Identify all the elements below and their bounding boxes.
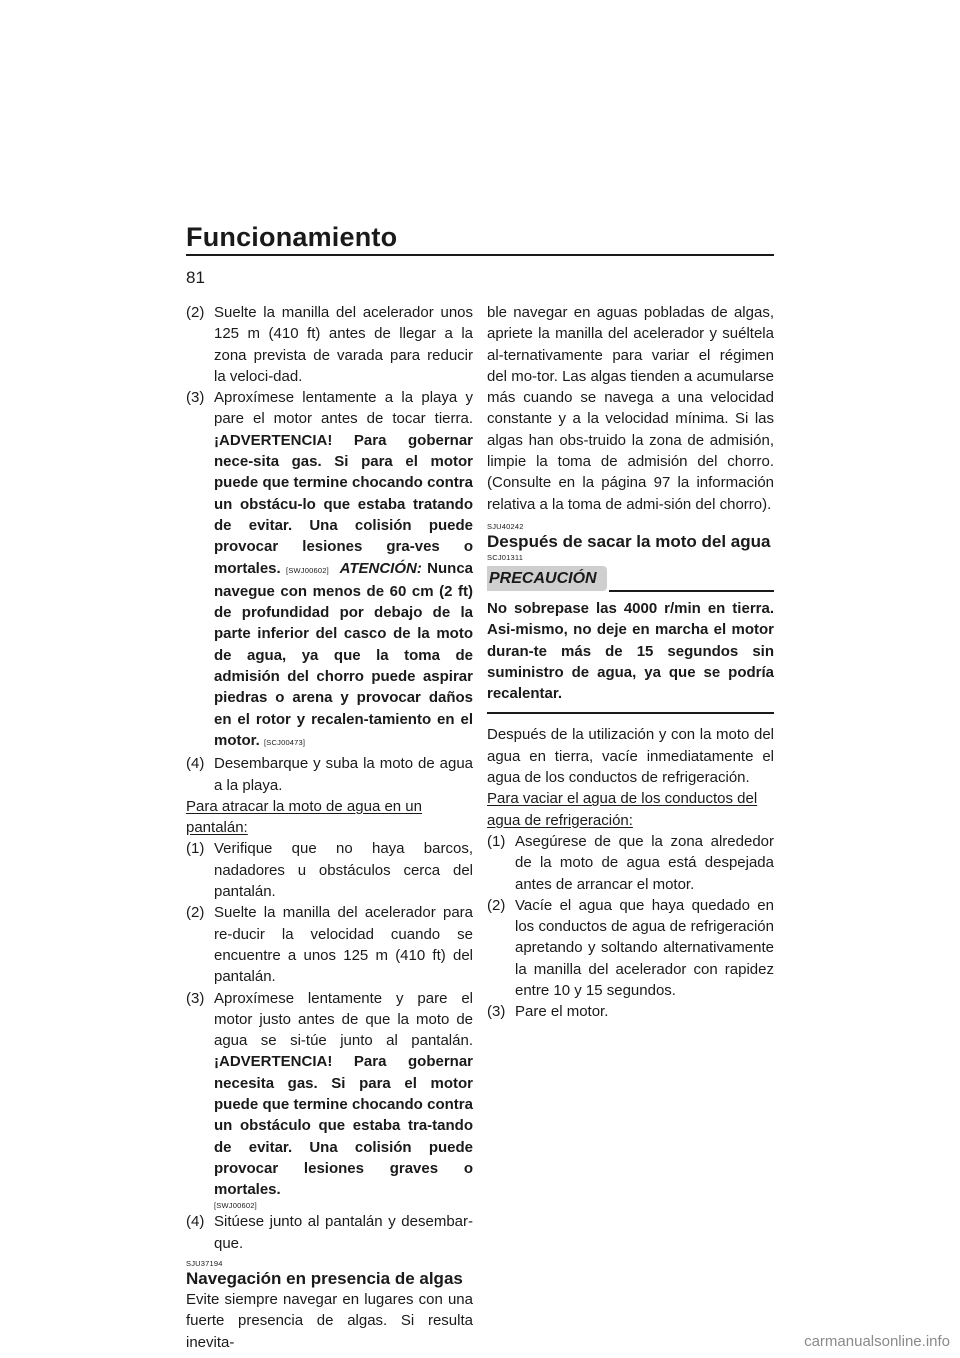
caution-label: PRECAUCIÓN — [487, 566, 607, 591]
list-item: (3) Aproxímese lentamente a la playa y pare el motor antes de tocar tierra. ¡ADVERTENCIA! Para gobernar nece-sita gas. Si para el motor puede que termine chocando contra un obstácu-lo que estaba tratando de evitar. Una colisión puede provocar lesiones gra-ves o mortales. [SWJ00602] ATENCIÓN: Nunca navegue con menos de 60 cm (2 ft) de profundidad por debajo de la parte inferior del casco de la moto de agua, ya que la toma de admisión del chorro puede aspirar piedras o arena y provocar daños en el rotor y recalen-tamiento en el motor. [SCJ00473] — [186, 389, 473, 749]
list-item: (4) Desembarque y suba la moto de agua a la playa. — [186, 755, 473, 794]
caution-header — [487, 566, 774, 592]
section-heading: Después de sacar la moto del agua — [487, 531, 771, 551]
watermark: carmanualsonline.info — [804, 1333, 950, 1350]
notice-label: ATENCIÓN: — [339, 559, 422, 577]
caution-rule — [609, 590, 774, 592]
list-item: (4) Sitúese junto al pantalán y desembar-que. — [186, 1213, 473, 1252]
list-item: (1) Verifique que no haya barcos, nadadores u obstáculos cerca del pantalán. — [186, 840, 473, 901]
drain-subheading: Para vaciar el agua de los conductos del agua de refrigeración: — [487, 790, 758, 829]
warning-text: ¡ADVERTENCIA! Para gobernar necesita gas. Si para el motor puede que termine chocando contra un obstáculo que estaba tra-tando de evitar. Una colisión puede provocar lesiones graves o mortales. — [214, 1053, 473, 1199]
warning-code: [SWJ00602] — [214, 1201, 257, 1211]
list-item: (2) Vacíe el agua que haya quedado en los conductos de agua de refrigeración apretando y soltando alternativamente la manilla del acelerador con rapidez entre 10 y 15 segundos. — [487, 896, 774, 1000]
warning-text: ¡ADVERTENCIA! Para gobernar nece-sita gas. Si para el motor puede que termine chocando contra un obstácu-lo que estaba tratando de evitar. Una colisión puede provocar lesiones gra-ves o mortales. — [214, 431, 473, 577]
caution-text: No sobrepase las 4000 r/min en tierra. Asi-mismo, no deje en marcha el motor duran-te más de 15 segundos sin suministro de agua, ya que se podría recalentar. — [487, 598, 774, 714]
list-item: (3) Aproxímese lentamente y pare el motor justo antes de que la moto de agua se si-túe junto al pantalán. ¡ADVERTENCIA! Para gobernar necesita gas. Si para el motor puede que termine chocando contra un obstáculo que estaba tra-tando de evitar. Una colisión puede provocar lesiones graves o mortales. — [186, 989, 473, 1199]
page-number: 81 — [186, 268, 205, 287]
caution-code: SCJ01311 — [487, 552, 524, 562]
paragraph: Evite siempre navegar en lugares con una fuerte presencia de algas. Si resulta inevita- — [186, 1291, 473, 1351]
right-column — [487, 302, 774, 1023]
list-item: (3) Pare el motor. — [487, 1003, 609, 1021]
warning-code: [SWJ00602] — [286, 565, 329, 575]
title-divider — [186, 254, 774, 256]
list-item: (1) Asegúrese de que la zona alrededor de la moto de agua está despejada antes de arrancar el motor. — [487, 832, 774, 893]
page-title: Funcionamiento — [186, 222, 398, 252]
paragraph: ble navegar en aguas pobladas de algas, apriete la manilla del acelerador y suéltela al-ternativamente para variar el régimen del mo-tor. Las algas tienden a acumularse más cuando se navega a una velocidad constante y a la velocidad mínima. Si las algas han obs-truido la zona de admisión, limpie la toma de admisión del chorro. (Consulte en la página 97 la información relativa a la toma de admi-sión del chorro). — [487, 304, 774, 513]
notice-text: Nunca navegue con menos de 60 cm (2 ft) de profundidad por debajo de la parte inferior del casco de la moto de agua, ya que la toma de admisión del chorro puede aspirar piedras o arena y provocar daños en el rotor y recalen-tamiento en el motor. — [214, 559, 473, 749]
list-item: (2) Suelte la manilla del acelerador unos 125 m (410 ft) antes de llegar a la zona prevista de varada para reducir la veloci-dad. — [186, 304, 473, 385]
left-column — [186, 302, 473, 1353]
section-code: SJU37194 — [186, 1259, 223, 1269]
list-item: (2) Suelte la manilla del acelerador para re-ducir la velocidad cuando se encuentre a unos 125 m (410 ft) del pantalán. — [186, 904, 473, 986]
section-code: SJU40242 — [487, 521, 524, 531]
dock-subheading: Para atracar la moto de agua en un pantalán: — [186, 797, 422, 837]
notice-code: [SCJ00473] — [264, 737, 306, 747]
paragraph: Después de la utilización y con la moto del agua en tierra, vacíe inmediatamente el agua de los conductos de refrigeración. — [487, 726, 774, 787]
section-heading: Navegación en presencia de algas — [186, 1269, 463, 1289]
